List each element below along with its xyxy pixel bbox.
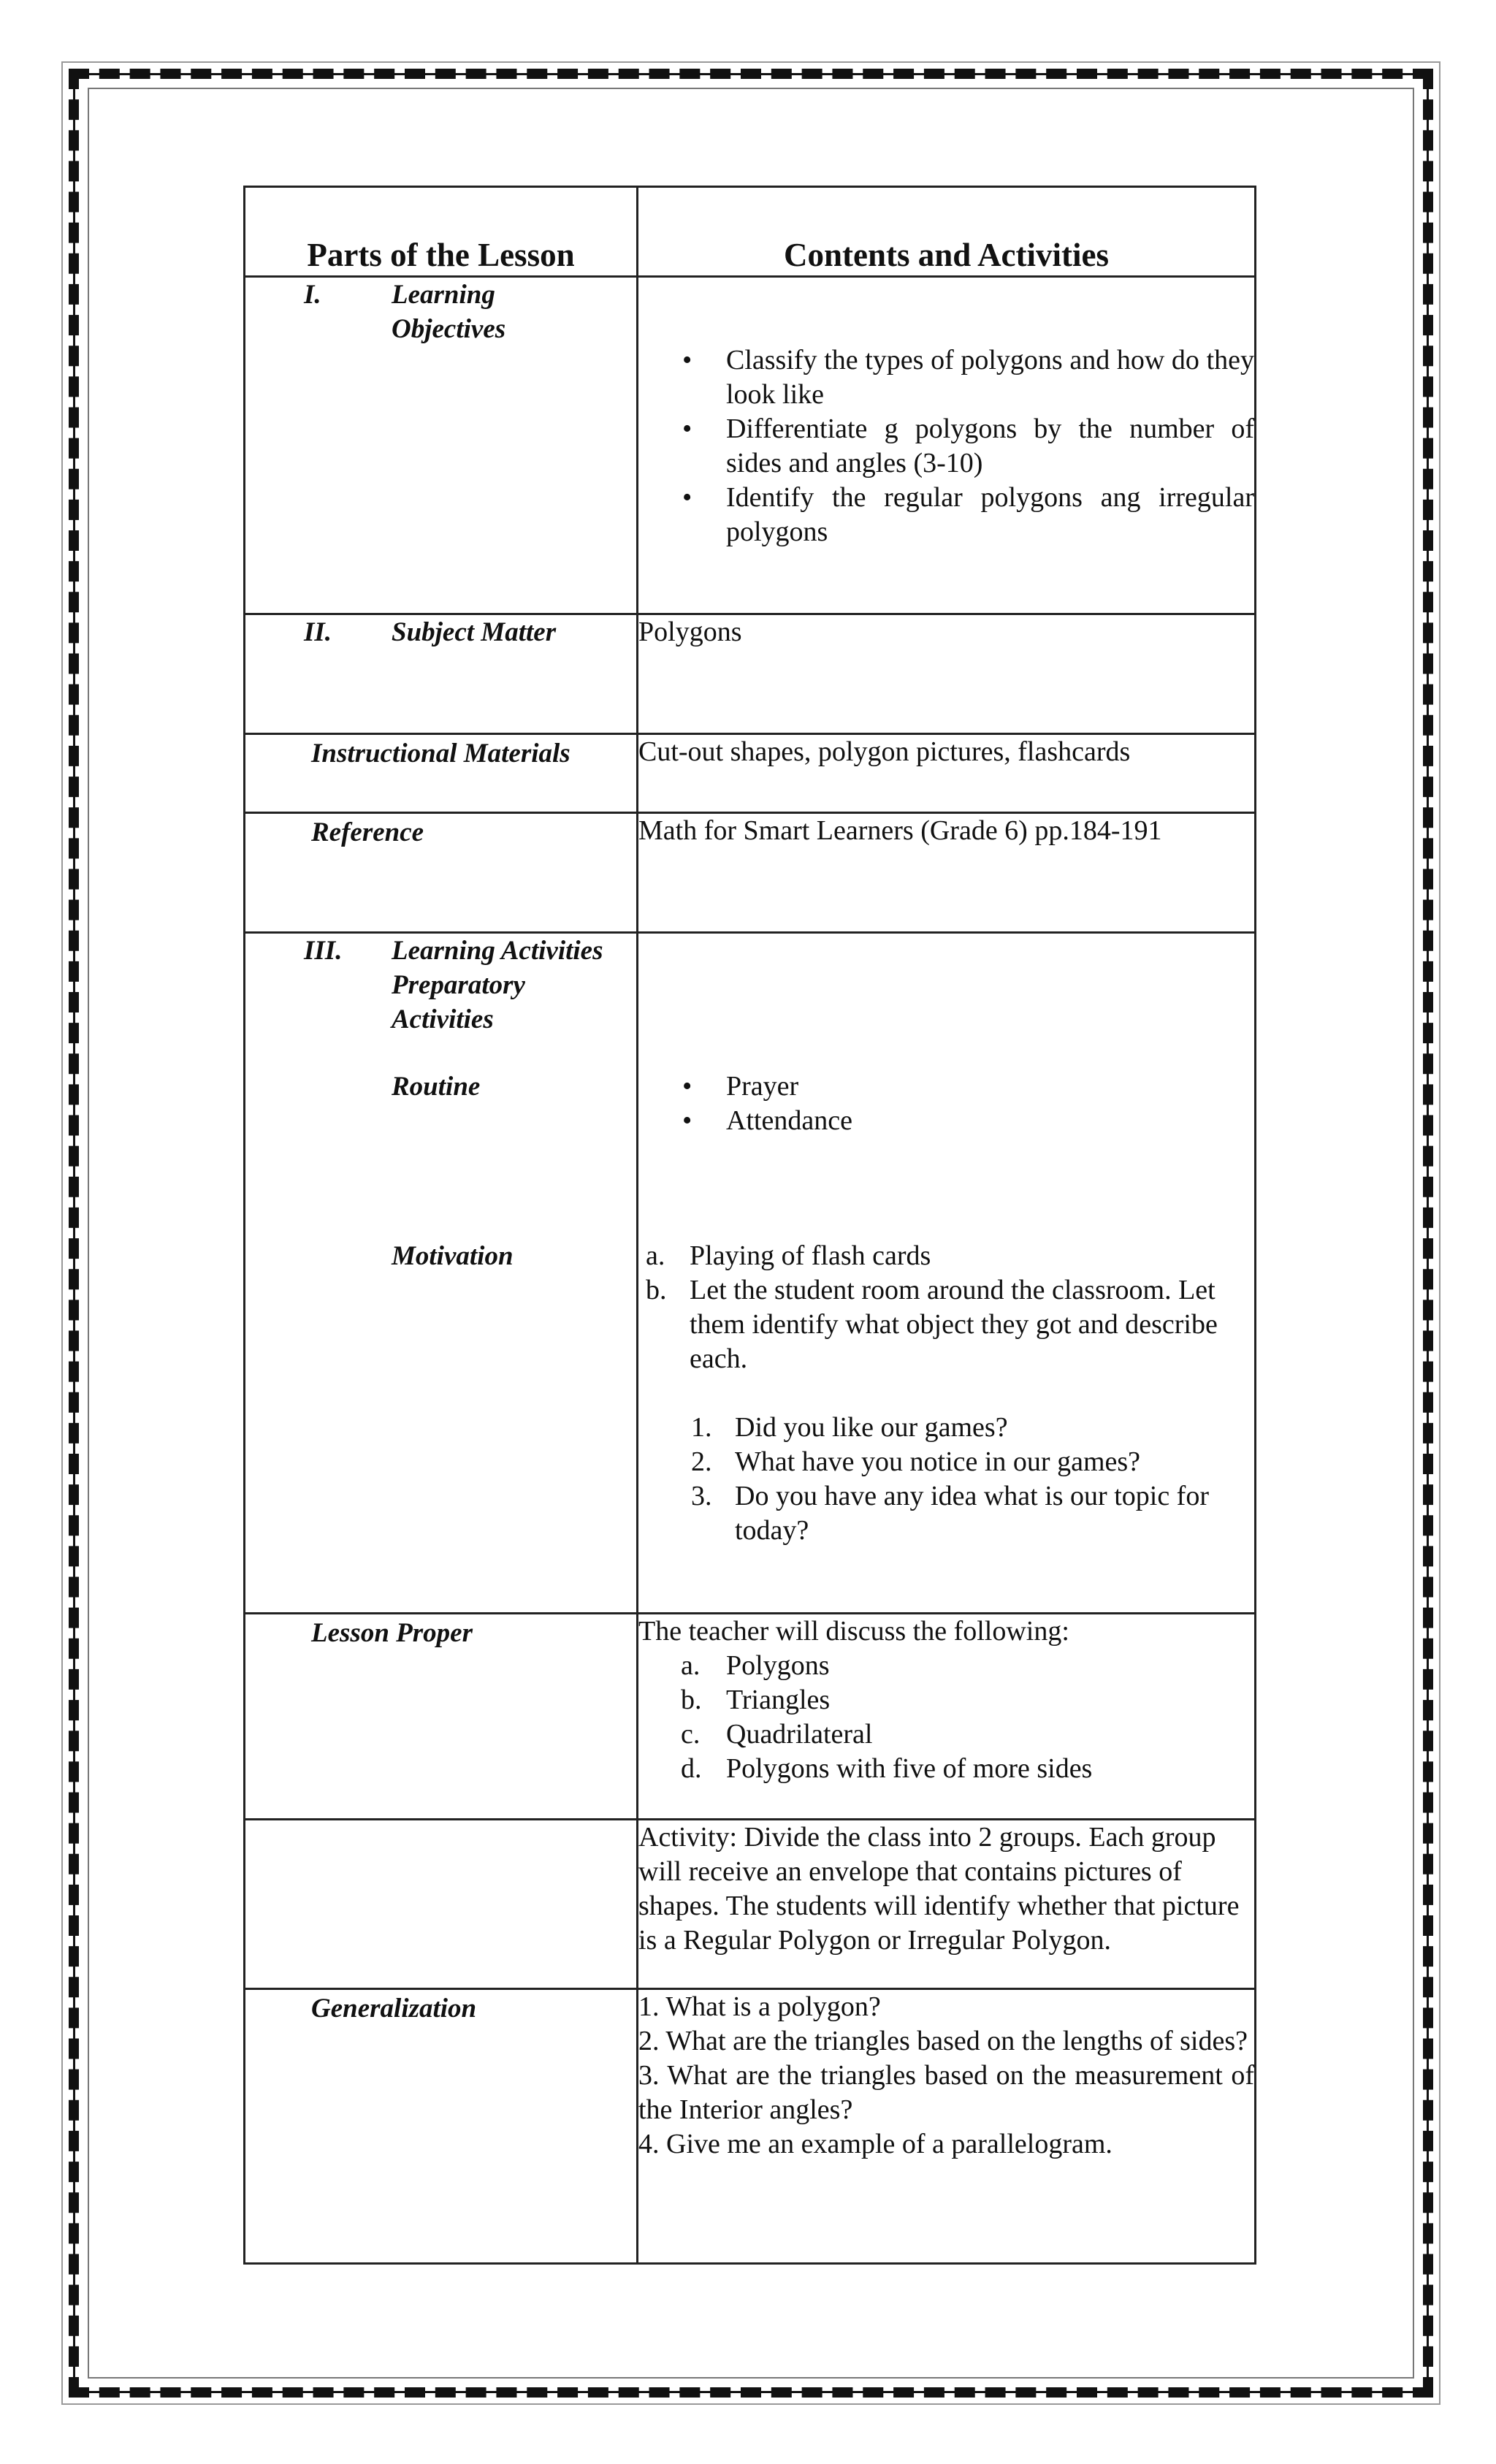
list-item: b. Let the student room around the classroom. Let them identify what object they got and describe each. bbox=[646, 1275, 1218, 1374]
list-item: c. Quadrilateral bbox=[681, 1719, 873, 1750]
generalization-question: 3. What are the triangles based on the measurement of the Interior angles? bbox=[638, 2060, 1254, 2125]
objectives-label-line1: Learning bbox=[392, 280, 495, 310]
header-contents-activities: Contents and Activities bbox=[638, 187, 1256, 277]
generalization-question: 1. What is a polygon? bbox=[638, 1991, 881, 2022]
table-row-subject-matter bbox=[245, 614, 1256, 734]
list-item: a. Polygons bbox=[681, 1650, 830, 1681]
list-item: • Identify the regular polygons ang irregular polygons bbox=[726, 481, 1254, 549]
generalization-content-cell bbox=[638, 1989, 1256, 2264]
objectives-list bbox=[638, 343, 1254, 549]
section-number: I. bbox=[304, 280, 321, 310]
table-row-activity bbox=[245, 1820, 1256, 1989]
list-item: 1. Did you like our games? bbox=[691, 1412, 1008, 1443]
activity-label-cell bbox=[245, 1820, 638, 1989]
generalization-label: Generalization bbox=[311, 1994, 477, 2024]
lesson-proper-label-cell bbox=[245, 1614, 638, 1820]
materials-content-cell: Cut-out shapes, polygon pictures, flashcards bbox=[638, 734, 1256, 813]
reference-label: Reference bbox=[311, 817, 424, 847]
list-item: • Attendance bbox=[726, 1104, 1254, 1138]
lesson-proper-content-cell bbox=[638, 1614, 1256, 1820]
motivation-questions bbox=[638, 1411, 1254, 1548]
list-item: 3. Do you have any idea what is our topic for today? bbox=[691, 1481, 1209, 1546]
materials-label-cell bbox=[245, 734, 638, 813]
section-number: III. bbox=[304, 936, 343, 966]
materials-label: Instructional Materials bbox=[311, 739, 570, 768]
activity-text: Activity: Divide the class into 2 groups. Each group will receive an envelope that contains pictures of shapes. The students will identify whether that picture is a Regular Polygon or Irregular Polygon. bbox=[638, 1822, 1240, 1956]
subject-label: Subject Matter bbox=[392, 617, 557, 647]
list-item: b. Triangles bbox=[681, 1685, 831, 1715]
objectives-content-cell bbox=[638, 277, 1256, 614]
reference-label-cell bbox=[245, 813, 638, 933]
lesson-proper-label: Lesson Proper bbox=[311, 1618, 473, 1648]
generalization-question: 4. Give me an example of a parallelogram. bbox=[638, 2129, 1113, 2159]
objectives-label-line2: Objectives bbox=[392, 314, 506, 344]
reference-content-cell: Math for Smart Learners (Grade 6) pp.184-191 bbox=[638, 813, 1256, 933]
section-number: II. bbox=[304, 617, 332, 647]
objectives-label-cell bbox=[245, 277, 638, 614]
table-header-row bbox=[245, 187, 1256, 277]
lesson-proper-list bbox=[638, 1649, 1254, 1786]
activities-label-cell bbox=[245, 933, 638, 1614]
table-row-generalization bbox=[245, 1989, 1256, 2264]
generalization-label-cell bbox=[245, 1989, 638, 2264]
motivation-label: Motivation bbox=[392, 1241, 514, 1271]
list-item: a. Playing of flash cards bbox=[646, 1240, 931, 1271]
list-item: • Classify the types of polygons and how do they look like bbox=[726, 343, 1254, 412]
table-row-lesson-proper bbox=[245, 1614, 1256, 1820]
activities-content-cell bbox=[638, 933, 1256, 1614]
activity-content-cell bbox=[638, 1820, 1256, 1989]
table-row-learning-activities bbox=[245, 933, 1256, 1614]
list-item: • Prayer bbox=[726, 1069, 1254, 1104]
routine-list bbox=[638, 1069, 1254, 1138]
table-row-objectives bbox=[245, 277, 1256, 614]
table-row-reference bbox=[245, 813, 1256, 933]
list-item: d. Polygons with five of more sides bbox=[681, 1753, 1093, 1784]
lesson-plan-table bbox=[243, 186, 1256, 2265]
generalization-question: 2. What are the triangles based on the lengths of sides? bbox=[638, 2026, 1248, 2056]
routine-label: Routine bbox=[392, 1072, 481, 1102]
list-item: • Differentiate g polygons by the number of sides and angles (3-10) bbox=[726, 412, 1254, 481]
subject-label-cell bbox=[245, 614, 638, 734]
lesson-proper-intro: The teacher will discuss the following: bbox=[638, 1616, 1069, 1647]
subject-content-cell: Polygons bbox=[638, 614, 1256, 734]
activities-label-line3: Activities bbox=[392, 1004, 494, 1034]
motivation-list bbox=[638, 1239, 1254, 1376]
table-row-materials bbox=[245, 734, 1256, 813]
activities-label-line1: Learning Activities bbox=[392, 936, 603, 966]
list-item: 2. What have you notice in our games? bbox=[691, 1446, 1141, 1477]
activities-label-line2: Preparatory bbox=[392, 970, 525, 1000]
header-parts-of-lesson: Parts of the Lesson bbox=[245, 187, 638, 277]
